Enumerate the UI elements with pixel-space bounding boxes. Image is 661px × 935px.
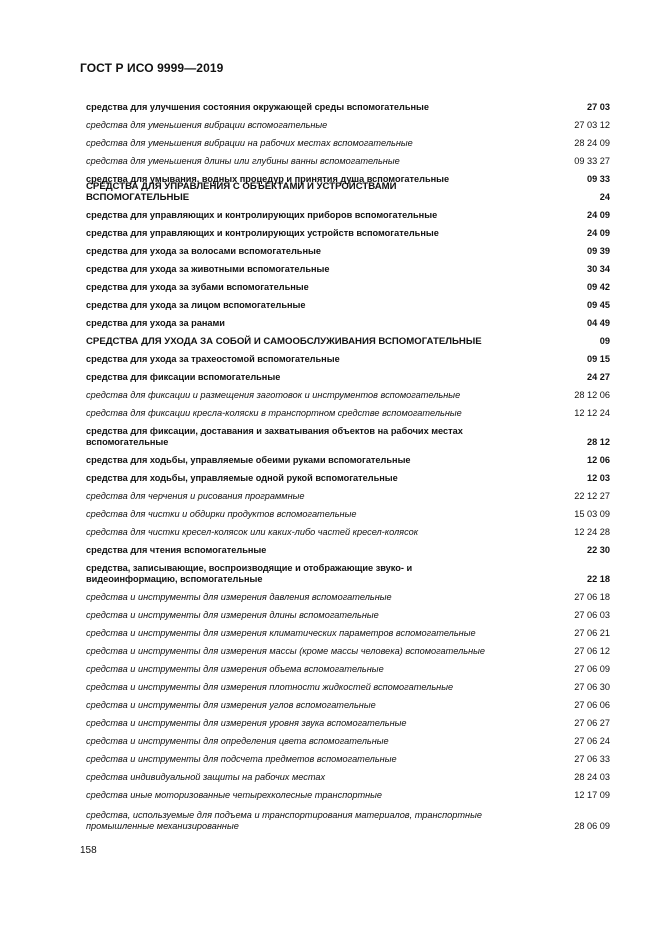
entry-code: 27 06 21 bbox=[574, 628, 610, 638]
entry-term: средства для ухода за животными вспомогательные bbox=[86, 264, 330, 274]
index-entry bbox=[86, 585, 610, 603]
entry-term: средства для улучшения состояния окружающей среды вспомогательные bbox=[86, 102, 430, 112]
page-number: 158 bbox=[80, 845, 97, 856]
entry-term: средства для фиксации, доставания и захватывания объектов на рабочих местах вспомогательные bbox=[86, 426, 463, 447]
entry-term: средства и инструменты для измерения давления вспомогательные bbox=[86, 592, 392, 602]
entry-code: 27 06 06 bbox=[574, 700, 610, 710]
index-entry bbox=[86, 639, 610, 657]
index-entry bbox=[86, 203, 610, 221]
index-entry bbox=[86, 95, 610, 113]
index-entry bbox=[86, 621, 610, 639]
entry-code: 24 09 bbox=[587, 228, 610, 238]
entry-term: средства и инструменты для измерения длины вспомогательные bbox=[86, 610, 379, 620]
entry-code: 24 09 bbox=[587, 210, 610, 220]
entry-code: 12 12 24 bbox=[574, 408, 610, 418]
index-entry bbox=[86, 729, 610, 747]
index-entry bbox=[86, 538, 610, 556]
entry-term: средства и инструменты для подсчета предметов вспомогательные bbox=[86, 754, 397, 764]
index-entry bbox=[86, 347, 610, 365]
entry-term: СРЕДСТВА ДЛЯ УХОДА ЗА СОБОЙ И САМООБСЛУЖИВАНИЯ ВСПОМОГАТЕЛЬНЫЕ bbox=[86, 336, 482, 347]
index-entry bbox=[86, 693, 610, 711]
entry-term: средства для управляющих и контролирующих приборов вспомогательные bbox=[86, 210, 438, 220]
entry-term: средства и инструменты для измерения климатических параметров вспомогательные bbox=[86, 628, 476, 638]
entry-term: средства для ухода за волосами вспомогательные bbox=[86, 246, 321, 256]
entry-term: средства для чистки кресел-колясок или каких-либо частей кресел-колясок bbox=[86, 527, 419, 537]
entry-term: средства для фиксации и размещения заготовок и инструментов вспомогательные bbox=[86, 390, 461, 400]
entry-code: 22 30 bbox=[587, 545, 610, 555]
entry-term: средства для уменьшения длины или глубины ванны вспомогательные bbox=[86, 156, 400, 166]
index-entry bbox=[86, 448, 610, 466]
entry-code: 12 24 28 bbox=[574, 527, 610, 537]
entry-code: 28 12 06 bbox=[574, 390, 610, 400]
entry-code: 24 27 bbox=[587, 372, 610, 382]
index-entry bbox=[86, 675, 610, 693]
entry-term: средства для чистки и обдирки продуктов вспомогательные bbox=[86, 509, 357, 519]
entry-code: 27 03 12 bbox=[574, 120, 610, 130]
entry-code: 09 33 bbox=[587, 174, 610, 184]
index-entry bbox=[86, 365, 610, 383]
entry-term: СРЕДСТВА ДЛЯ УПРАВЛЕНИЯ С ОБЪЕКТАМИ И УСТРОЙСТВАМИ ВСПОМОГАТЕЛЬНЫЕ bbox=[86, 181, 397, 203]
entry-term: средства, записывающие, воспроизводящие и отображающие звуко- и видеоинформацию, вспомогательные bbox=[86, 563, 413, 584]
entry-code: 28 24 09 bbox=[574, 138, 610, 148]
entry-code: 22 12 27 bbox=[574, 491, 610, 501]
index-entry bbox=[86, 293, 610, 311]
index-entry bbox=[86, 747, 610, 765]
index-entry bbox=[86, 311, 610, 329]
entry-code: 27 06 24 bbox=[574, 736, 610, 746]
entry-code: 15 03 09 bbox=[574, 509, 610, 519]
entry-term: средства для ухода за ранами bbox=[86, 318, 225, 328]
entry-term: средства иные моторизованные четырехколесные транспортные bbox=[86, 790, 383, 800]
entry-term: средства для уменьшения вибрации вспомогательные bbox=[86, 120, 328, 130]
index-entry bbox=[86, 181, 610, 203]
entry-term: средства, используемые для подъема и транспортирования материалов, транспортные промышленные механизированные bbox=[86, 810, 482, 831]
index-entry bbox=[86, 275, 610, 293]
index-entry bbox=[86, 484, 610, 502]
index-entry bbox=[86, 131, 610, 149]
index-entry bbox=[86, 783, 610, 801]
index-entry bbox=[86, 711, 610, 729]
entry-code: 27 06 18 bbox=[574, 592, 610, 602]
entry-term: средства и инструменты для измерения плотности жидкостей вспомогательные bbox=[86, 682, 454, 692]
entry-code: 27 06 03 bbox=[574, 610, 610, 620]
index-entry bbox=[86, 556, 610, 585]
entry-term: средства и инструменты для определения цвета вспомогательные bbox=[86, 736, 389, 746]
entry-code: 09 42 bbox=[587, 282, 610, 292]
index-entry bbox=[86, 419, 610, 448]
document-header: ГОСТ Р ИСО 9999—2019 bbox=[80, 61, 224, 75]
entry-code: 04 49 bbox=[587, 318, 610, 328]
entry-term: средства для уменьшения вибрации на рабочих местах вспомогательные bbox=[86, 138, 413, 148]
index-entry bbox=[86, 239, 610, 257]
entry-code: 12 03 bbox=[587, 473, 610, 483]
entry-code: 27 06 12 bbox=[574, 646, 610, 656]
entry-term: средства для ходьбы, управляемые обеими руками вспомогательные bbox=[86, 455, 411, 465]
index-entry bbox=[86, 149, 610, 167]
entry-term: средства для черчения и рисования программные bbox=[86, 491, 305, 501]
entry-code: 28 24 03 bbox=[574, 772, 610, 782]
index-entry bbox=[86, 801, 610, 832]
index-entry bbox=[86, 113, 610, 131]
entry-code: 12 17 09 bbox=[574, 790, 610, 800]
entry-code: 27 06 30 bbox=[574, 682, 610, 692]
entry-code: 09 15 bbox=[587, 354, 610, 364]
entry-code: 27 06 33 bbox=[574, 754, 610, 764]
entry-code: 30 34 bbox=[587, 264, 610, 274]
entry-code: 28 06 09 bbox=[574, 821, 610, 831]
index-entries bbox=[86, 95, 610, 832]
entry-term: средства и инструменты для измерения углов вспомогательные bbox=[86, 700, 376, 710]
entry-term: средства для фиксации кресла-коляски в транспортном средстве вспомогательные bbox=[86, 408, 462, 418]
entry-code: 09 45 bbox=[587, 300, 610, 310]
entry-term: средства для умывания, водных процедур и принятия душа вспомогательные bbox=[86, 174, 450, 184]
index-entry bbox=[86, 383, 610, 401]
entry-term: средства индивидуальной защиты на рабочих местах bbox=[86, 772, 326, 782]
entry-term: средства для фиксации вспомогательные bbox=[86, 372, 281, 382]
entry-term: средства и инструменты для измерения объема вспомогательные bbox=[86, 664, 384, 674]
index-entry bbox=[86, 502, 610, 520]
entry-code: 27 06 09 bbox=[574, 664, 610, 674]
entry-code: 27 03 bbox=[587, 102, 610, 112]
entry-term: средства для ухода за зубами вспомогательные bbox=[86, 282, 309, 292]
entry-code: 09 39 bbox=[587, 246, 610, 256]
entry-code: 22 18 bbox=[587, 574, 610, 584]
entry-term: средства для ухода за лицом вспомогательные bbox=[86, 300, 306, 310]
entry-code: 09 33 27 bbox=[574, 156, 610, 166]
entry-code: 28 12 bbox=[587, 437, 610, 447]
index-entry bbox=[86, 520, 610, 538]
entry-term: средства для ухода за трахеостомой вспомогательные bbox=[86, 354, 340, 364]
index-entry bbox=[86, 466, 610, 484]
entry-term: средства для управляющих и контролирующих устройств вспомогательные bbox=[86, 228, 439, 238]
entry-term: средства для ходьбы, управляемые одной рукой вспомогательные bbox=[86, 473, 398, 483]
index-entry bbox=[86, 401, 610, 419]
entry-code: 12 06 bbox=[587, 455, 610, 465]
entry-term: средства и инструменты для измерения массы (кроме массы человека) вспомогательные bbox=[86, 646, 486, 656]
index-entry bbox=[86, 329, 610, 347]
index-entry bbox=[86, 603, 610, 621]
index-entry bbox=[86, 257, 610, 275]
entry-term: средства и инструменты для измерения уровня звука вспомогательные bbox=[86, 718, 407, 728]
entry-code: 27 06 27 bbox=[574, 718, 610, 728]
entry-code: 24 bbox=[599, 192, 610, 202]
index-entry bbox=[86, 657, 610, 675]
entry-term: средства для чтения вспомогательные bbox=[86, 545, 267, 555]
entry-code: 09 bbox=[599, 336, 610, 346]
index-entry bbox=[86, 221, 610, 239]
index-entry bbox=[86, 765, 610, 783]
